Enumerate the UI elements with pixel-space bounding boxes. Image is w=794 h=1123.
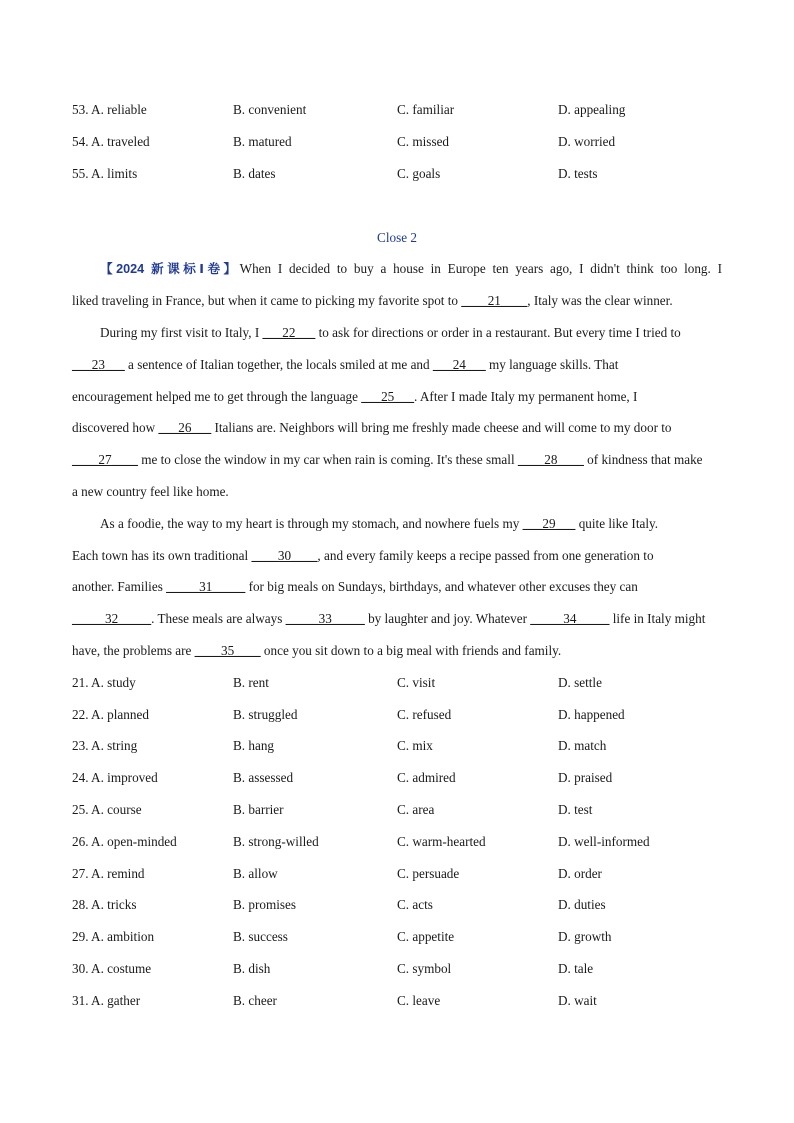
option-row-31 [72,991,732,1011]
option-a: 27. A. remind [72,866,145,881]
option-row-21 [72,673,732,693]
option-d: D. duties [558,897,606,912]
passage-line-2 [72,291,722,311]
option-c: C. mix [397,738,433,753]
option-d: D. tale [558,961,594,976]
option-b: B. convenient [233,102,307,117]
option-c: C. acts [397,897,433,912]
blank-27: ____27____ [72,452,138,467]
section-title: Close 2 [377,230,417,245]
option-row-29 [72,927,732,947]
option-c: C. visit [397,675,436,690]
blank-33: _____33_____ [285,611,365,626]
option-b: B. promises [233,897,297,912]
option-c: C. admired [397,770,456,785]
option-row-55 [72,164,732,184]
option-d: D. well-informed [558,834,650,849]
source-tag: 【2024 新课标Ⅰ卷】 [100,262,240,276]
blank-34: _____34_____ [530,611,610,626]
passage-text: . After I made Italy my permanent home, I [414,389,638,404]
option-d: D. order [558,866,602,881]
passage-text: Italians are. Neighbors will bring me freshly made cheese and will come to my door to [211,420,672,435]
blank-29: ___29___ [522,516,576,531]
passage-text: by laughter and joy. Whatever [364,611,531,626]
option-b: B. struggled [233,707,298,722]
passage-line-11 [72,577,722,597]
option-d: D. growth [558,929,612,944]
option-d: D. happened [558,707,625,722]
passage-text: Each town has its own traditional [72,548,252,563]
option-d: D. match [558,738,607,753]
option-row-22 [72,705,732,725]
passage-line-4 [72,355,722,375]
option-row-23 [72,736,732,756]
option-b: B. cheer [233,993,277,1008]
option-a: 55. A. limits [72,166,138,181]
passage-text: life in Italy might [609,611,706,626]
passage-text: liked traveling in France, but when it came to picking my favorite spot to [72,293,462,308]
passage-text: my language skills. That [485,357,619,372]
passage-line-7 [72,450,722,470]
passage-line-8 [72,482,722,502]
option-a: 25. A. course [72,802,142,817]
option-row-30 [72,959,732,979]
passage-text: As a foodie, the way to my heart is through my stomach, and nowhere fuels my [100,516,523,531]
option-d: D. settle [558,675,602,690]
option-a: 26. A. open-minded [72,834,177,849]
blank-35: ____35____ [194,643,261,658]
blank-21: ____21____ [461,293,528,308]
passage-line-6 [72,418,722,438]
option-a: 23. A. string [72,738,138,753]
blank-22: ___22___ [262,325,316,340]
option-a: 54. A. traveled [72,134,150,149]
option-a: 24. A. improved [72,770,158,785]
option-d: D. worried [558,134,616,149]
option-c: C. warm-hearted [397,834,486,849]
option-row-28 [72,895,732,915]
blank-30: ____30____ [251,548,318,563]
blank-25: ___25___ [361,389,415,404]
option-c: C. appetite [397,929,455,944]
option-a: 22. A. planned [72,707,149,722]
option-b: B. success [233,929,288,944]
option-d: D. appealing [558,102,626,117]
option-a: 53. A. reliable [72,102,147,117]
option-row-24 [72,768,732,788]
option-c: C. area [397,802,435,817]
option-a: 21. A. study [72,675,136,690]
passage-text: me to close the window in my car when rain is coming. It's these small [137,452,518,467]
passage-text: When I decided to buy a house in Europe ten years ago, I didn't think too long. I [239,261,722,276]
passage-text: a new country feel like home. [72,484,229,499]
passage-text: once you sit down to a big meal with friends and family. [260,643,562,658]
option-d: D. tests [558,166,598,181]
option-b: B. dates [233,166,276,181]
option-c: C. goals [397,166,441,181]
option-a: 28. A. tricks [72,897,137,912]
option-b: B. dish [233,961,271,976]
option-d: D. test [558,802,593,817]
option-b: B. assessed [233,770,294,785]
blank-24: ___24___ [432,357,486,372]
passage-text: , and every family keeps a recipe passed from one generation to [317,548,654,563]
passage-text: encouragement helped me to get through the language [72,389,362,404]
passage-text: for big meals on Sundays, birthdays, and whatever other excuses they can [245,579,638,594]
option-b: B. matured [233,134,292,149]
passage-line-5 [72,387,722,407]
option-b: B. rent [233,675,269,690]
option-a: 31. A. gather [72,993,141,1008]
passage-text: discovered how [72,420,159,435]
option-a: 30. A. costume [72,961,152,976]
option-b: B. barrier [233,802,284,817]
passage-line-12 [72,609,722,629]
passage-text: quite like Italy. [575,516,659,531]
option-row-54 [72,132,732,152]
passage-line-10 [72,546,722,566]
passage-text: , Italy was the clear winner. [527,293,673,308]
passage-line-9 [100,514,722,534]
option-row-25 [72,800,732,820]
blank-23: ___23___ [72,357,125,372]
option-c: C. missed [397,134,450,149]
option-c: C. symbol [397,961,452,976]
option-a: 29. A. ambition [72,929,155,944]
passage-text: another. Families [72,579,167,594]
blank-28: ____28____ [517,452,584,467]
passage-text: to ask for directions or order in a restaurant. But every time I tried to [315,325,681,340]
option-b: B. strong-willed [233,834,319,849]
option-d: D. praised [558,770,613,785]
option-c: C. refused [397,707,452,722]
option-row-53 [72,100,732,120]
passage-line-3 [100,323,722,343]
blank-26: ___26___ [158,420,212,435]
option-b: B. hang [233,738,275,753]
passage-text: . These meals are always [151,611,286,626]
passage-text: During my first visit to Italy, I [100,325,263,340]
option-row-26 [72,832,732,852]
blank-31: _____31_____ [166,579,246,594]
option-c: C. familiar [397,102,455,117]
option-row-27 [72,864,732,884]
option-b: B. allow [233,866,278,881]
option-c: C. leave [397,993,441,1008]
blank-32: _____32_____ [72,611,152,626]
passage-text: a sentence of Italian together, the locals smiled at me and [124,357,433,372]
option-d: D. wait [558,993,597,1008]
passage-text: of kindness that make [583,452,703,467]
passage-line-1 [100,259,722,279]
option-c: C. persuade [397,866,460,881]
passage-line-13 [72,641,722,661]
passage-text: have, the problems are [72,643,195,658]
